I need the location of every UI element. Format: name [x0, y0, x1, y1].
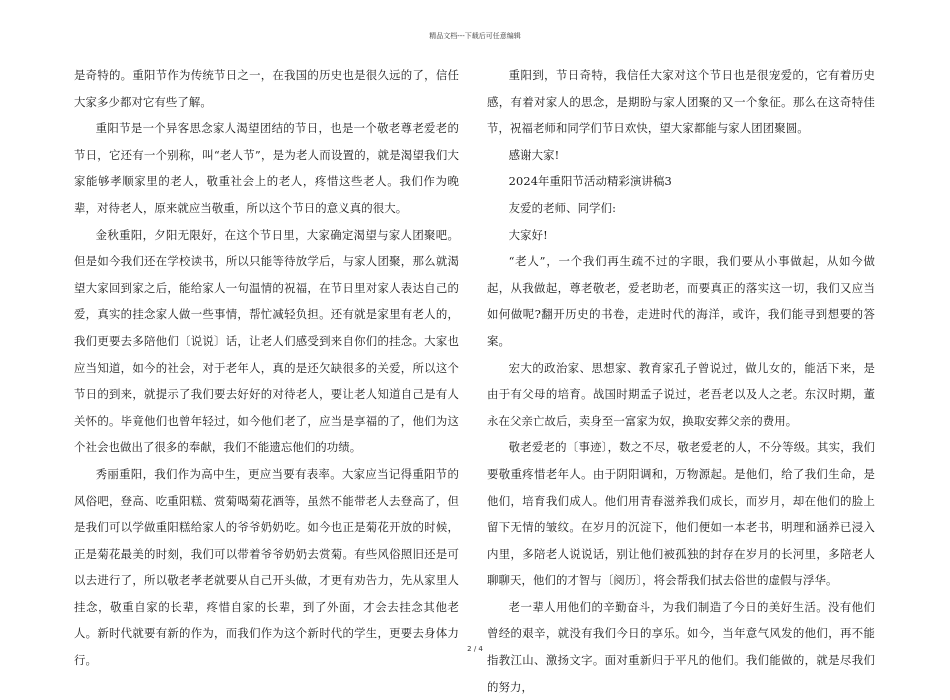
right-column [487, 62, 875, 700]
left-column [74, 62, 459, 674]
paragraph: 是奇特的。重阳节作为传统节日之一，在我国的历史也是很久远的了，信任大家多少都对它有些了解。 [74, 68, 459, 109]
page-number: 2 / 4 [467, 645, 483, 653]
salutation: 友爱的老师、同学们: [508, 200, 617, 215]
paragraph: 金秋重阳，夕阳无限好，在这个节日里，大家确定渴望与家人团聚吧。但是如今我们还在学校读书，所以只能等待放学后，与家人团聚，那么就渴望大家回到家之后，能给家人一句温情的祝福，在节日里对家人表达自己的爱，真实的挂念家人做一些事情，帮忙减轻负担。还有就是家里有老人的，我们更要去多陪他们〔说说〕话，让老人们感受到来自你们的挂念。大家也应当知道，如今的社会，对于老年人，真的是还欠缺很多的关爱，所以这个节日的到来，就提示了我们要去好好的对待老人，要让老人知道自己是有人关怀的。毕竟他们也曾年轻过，如今他们老了，应当是享福的了，他们为这个社会也做出了很多的奉献，我们不能遗忘他们的功绩。 [74, 227, 459, 455]
page-header: 精品文档---下载后可任意编辑 [429, 32, 521, 40]
greeting: 大家好! [508, 227, 548, 242]
paragraph: 重阳到，节日奇特，我信任大家对这个节日也是很宠爱的，它有着历史感，有着对家人的思念，是期盼与家人团聚的又一个象征。那么在这奇特佳节，祝福老师和同学们节日欢快，望大家都能与家人团团聚圆。 [487, 68, 875, 136]
paragraph: 老一辈人用他们的辛勤奋斗，为我们制造了今日的美好生活。没有他们曾经的艰辛，就没有我们今日的享乐。如今，当年意气风发的他们，再不能指教江山、激扬文字。面对重新归于平凡的他们。我们能做的，就是尽我们的努力， [487, 599, 875, 694]
paragraph: 宏大的政治家、思想家、教育家孔子曾说过，做儿女的，能活下来，是由于有父母的培育。战国时期孟子说过，老吾老以及人之老。东汉时期，董永在父亲亡故后，卖身至一富家为奴，换取安葬父亲的费用。 [487, 360, 875, 428]
paragraph: 敬老爱老的〔事迹〕，数之不尽，敬老爱老的人，不分等级。其实，我们要敬重疼惜老年人。由于阴阳调和，万物源起。是他们，给了我们生命，是他们，培育我们成人。他们用青春滋养我们成长，而岁月，却在他们的脸上留下无情的皱纹。在岁月的沉淀下，他们便如一本老书，明理和涵养已浸入内里，多陪老人说说话，别让他们被孤独的封存在岁月的长河里，多陪老人聊聊天，他们的才智与〔阅历〕，将会帮我们拭去俗世的虚假与浮华。 [487, 440, 875, 588]
paragraph: “老人”，一个我们再生疏不过的字眼，我们要从小事做起，从如今做起，从我做起，尊老敬老，爱老助老，而要真正的落实这一切，我们又应当如何做呢?翻开历史的书卷，走进时代的海洋，或许，我们能寻到想要的答案。 [487, 254, 875, 348]
paragraph: 秀丽重阳，我们作为高中生，更应当要有表率。大家应当记得重阳节的风俗吧，登高、吃重阳糕、赏菊喝菊花酒等，虽然不能带老人去登高了，但是我们可以学做重阳糕给家人的爷爷奶奶吃。如今也正是菊花开放的时候，正是菊花最美的时刻，我们可以带着爷爷奶奶去赏菊。有些风俗照旧还是可以去进行了，所以敬老孝老就要从自己开头做，才更有劝告力，先从家里人挂念，敬重自家的长辈，疼惜自家的长辈，到了外面，才会去挂念其他老人。新时代就要有新的作为，而我们作为这个新时代的学生，更要去身体力行。 [74, 466, 459, 668]
section-title: 2024年重阳节活动精彩演讲稿3 [508, 174, 672, 189]
paragraph: 重阳节是一个异客思念家人渴望团结的节日，也是一个敬老尊老爱老的节日，它还有一个别称，叫“老人节”，是为老人而设置的，就是渴望我们大家能够孝顺家里的老人，敬重社会上的老人，疼惜这些老人。我们作为晚辈，对待老人，原来就应当敬重，所以这个节日的意义真的很大。 [74, 121, 459, 215]
closing-thanks: 感谢大家! [508, 147, 560, 162]
